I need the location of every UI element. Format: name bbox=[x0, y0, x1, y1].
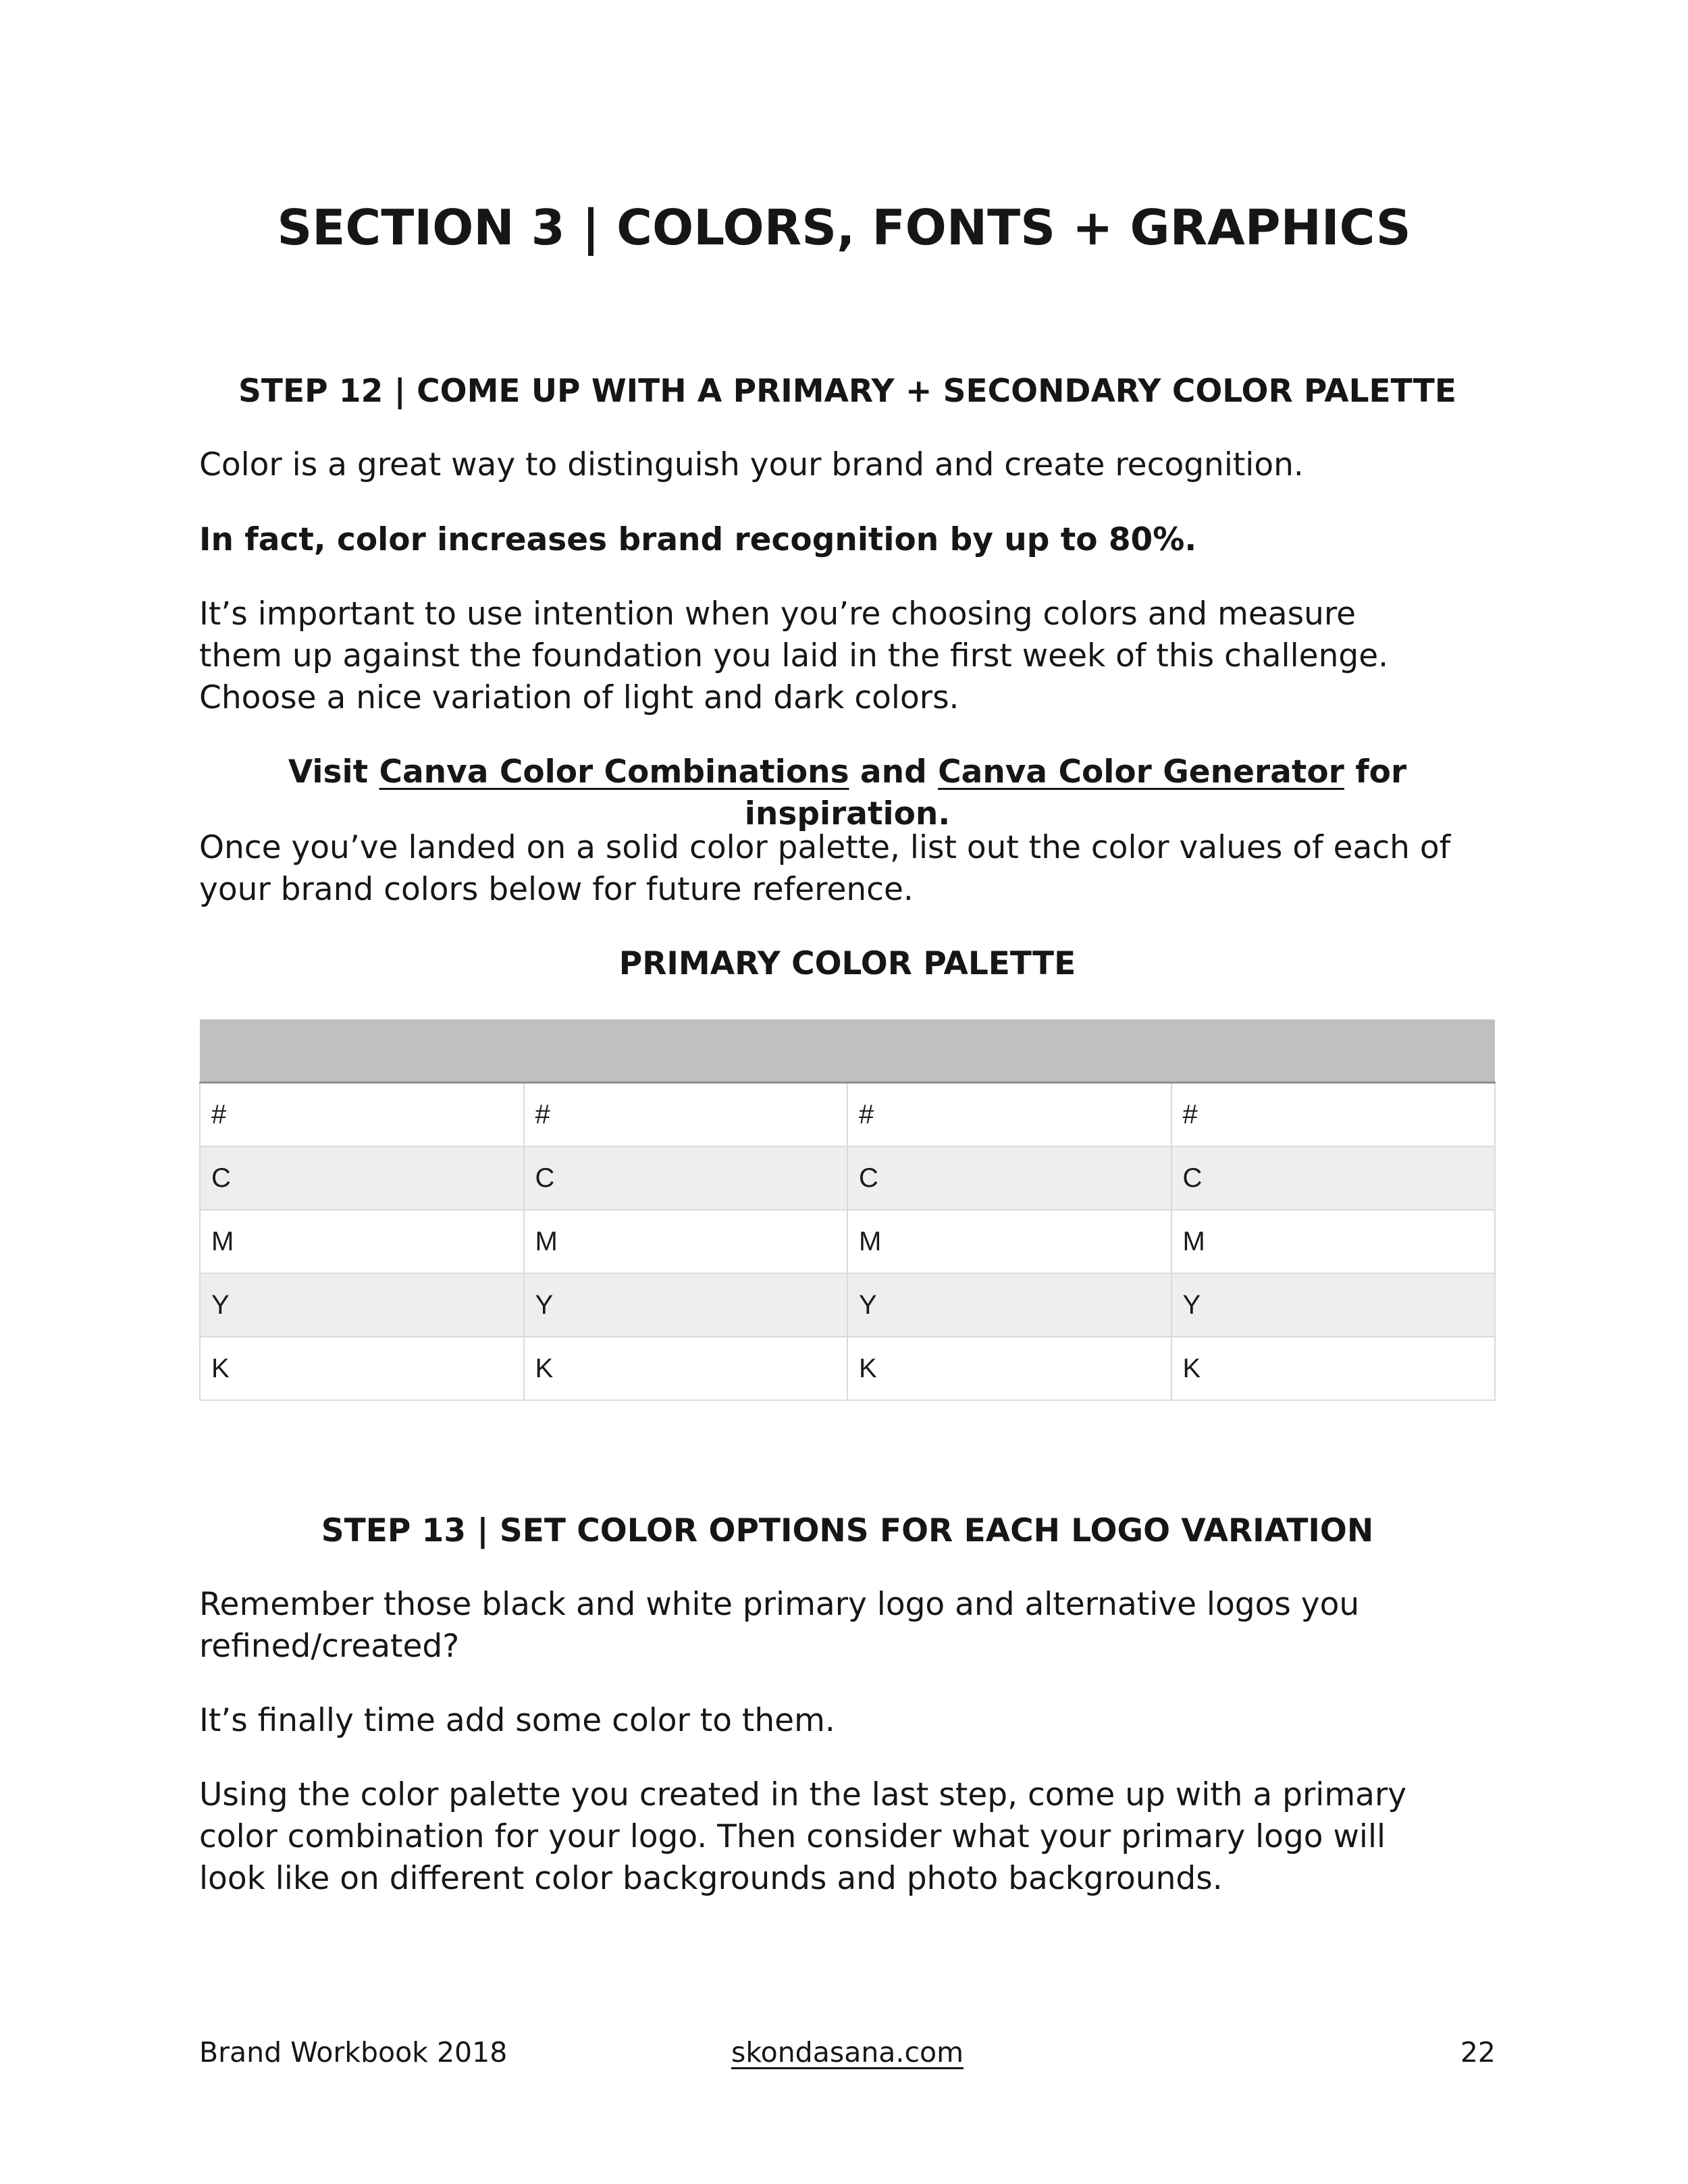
text-line: Once you’ve landed on a solid color palette, list out the color values of each of bbox=[199, 829, 1451, 866]
inspiration-line bbox=[199, 751, 1496, 835]
hex-cell[interactable]: # bbox=[1171, 1083, 1496, 1147]
text-line: refined/created? bbox=[199, 1628, 460, 1665]
cyan-cell[interactable]: C bbox=[524, 1146, 848, 1210]
cyan-cell[interactable]: C bbox=[200, 1146, 524, 1210]
hex-cell[interactable]: # bbox=[200, 1083, 524, 1147]
yellow-cell[interactable]: Y bbox=[1171, 1273, 1496, 1337]
yellow-cell[interactable]: Y bbox=[200, 1273, 524, 1337]
text-line: your brand colors below for future reference. bbox=[199, 871, 914, 908]
palette-header-row bbox=[200, 1019, 1495, 1083]
canva-color-generator-link[interactable]: Canva Color Generator bbox=[938, 753, 1344, 791]
key-black-cell[interactable]: K bbox=[524, 1337, 848, 1400]
hex-cell[interactable]: # bbox=[524, 1083, 848, 1147]
cyan-cell[interactable]: C bbox=[1171, 1146, 1496, 1210]
yellow-cell[interactable]: Y bbox=[847, 1273, 1171, 1337]
inspiration-prefix: Visit bbox=[288, 753, 379, 791]
footer-website-link[interactable]: skondasana.com bbox=[731, 2036, 964, 2069]
footer-website bbox=[199, 2036, 1496, 2069]
yellow-cell[interactable]: Y bbox=[524, 1273, 848, 1337]
key-black-cell[interactable]: K bbox=[200, 1337, 524, 1400]
key-black-cell[interactable]: K bbox=[1171, 1337, 1496, 1400]
step-13-paragraph-3 bbox=[199, 1774, 1496, 1900]
text-line: color combination for your logo. Then consider what your primary logo will bbox=[199, 1818, 1386, 1855]
inspiration-middle: and bbox=[849, 753, 939, 791]
magenta-cell[interactable]: M bbox=[524, 1210, 848, 1273]
yellow-row bbox=[200, 1273, 1495, 1337]
palette-title: PRIMARY COLOR PALETTE bbox=[618, 945, 1076, 982]
text-line: Using the color palette you created in the last step, come up with a primary bbox=[199, 1776, 1407, 1813]
canva-color-combinations-link[interactable]: Canva Color Combinations bbox=[379, 753, 849, 791]
hex-row bbox=[200, 1083, 1495, 1147]
color-swatch-2 bbox=[524, 1019, 848, 1083]
magenta-row bbox=[200, 1210, 1495, 1273]
section-title: SECTION 3 | COLORS, FONTS + GRAPHICS bbox=[277, 199, 1411, 256]
text-line: them up against the foundation you laid in the first week of this challenge. bbox=[199, 637, 1389, 674]
step-13-heading: STEP 13 | SET COLOR OPTIONS FOR EACH LOGO VARIATION bbox=[321, 1512, 1374, 1549]
footer-workbook-title: Brand Workbook 2018 bbox=[199, 2036, 508, 2069]
cyan-row bbox=[200, 1146, 1495, 1210]
page-number: 22 bbox=[1460, 2036, 1496, 2069]
hex-cell[interactable]: # bbox=[847, 1083, 1171, 1147]
magenta-cell[interactable]: M bbox=[200, 1210, 524, 1273]
color-swatch-3 bbox=[847, 1019, 1171, 1083]
text-line: Remember those black and white primary logo and alternative logos you bbox=[199, 1586, 1360, 1623]
key-black-cell[interactable]: K bbox=[847, 1337, 1171, 1400]
magenta-cell[interactable]: M bbox=[847, 1210, 1171, 1273]
text-line: look like on different color backgrounds and photo backgrounds. bbox=[199, 1860, 1223, 1897]
step-12-paragraph-5 bbox=[199, 827, 1496, 911]
color-swatch-4 bbox=[1171, 1019, 1496, 1083]
inspiration-suffix: for inspiration. bbox=[744, 753, 1407, 832]
primary-color-palette-table bbox=[199, 1019, 1496, 1401]
step-12-paragraph-3 bbox=[199, 593, 1496, 719]
step-12-paragraph-1: Color is a great way to distinguish your brand and create recognition. bbox=[199, 446, 1304, 483]
step-13-paragraph-1 bbox=[199, 1584, 1496, 1668]
step-12-highlight: In fact, color increases brand recognition by up to 80%. bbox=[199, 521, 1197, 558]
color-swatch-1 bbox=[200, 1019, 524, 1083]
text-line: It’s important to use intention when you’re choosing colors and measure bbox=[199, 595, 1356, 633]
magenta-cell[interactable]: M bbox=[1171, 1210, 1496, 1273]
step-13-paragraph-2: It’s finally time add some color to them. bbox=[199, 1702, 835, 1739]
page-footer bbox=[199, 2036, 1496, 2077]
text-line: Choose a nice variation of light and dark colors. bbox=[199, 679, 959, 716]
step-12-heading: STEP 12 | COME UP WITH A PRIMARY + SECONDARY COLOR PALETTE bbox=[238, 373, 1456, 410]
key-black-row bbox=[200, 1337, 1495, 1400]
cyan-cell[interactable]: C bbox=[847, 1146, 1171, 1210]
